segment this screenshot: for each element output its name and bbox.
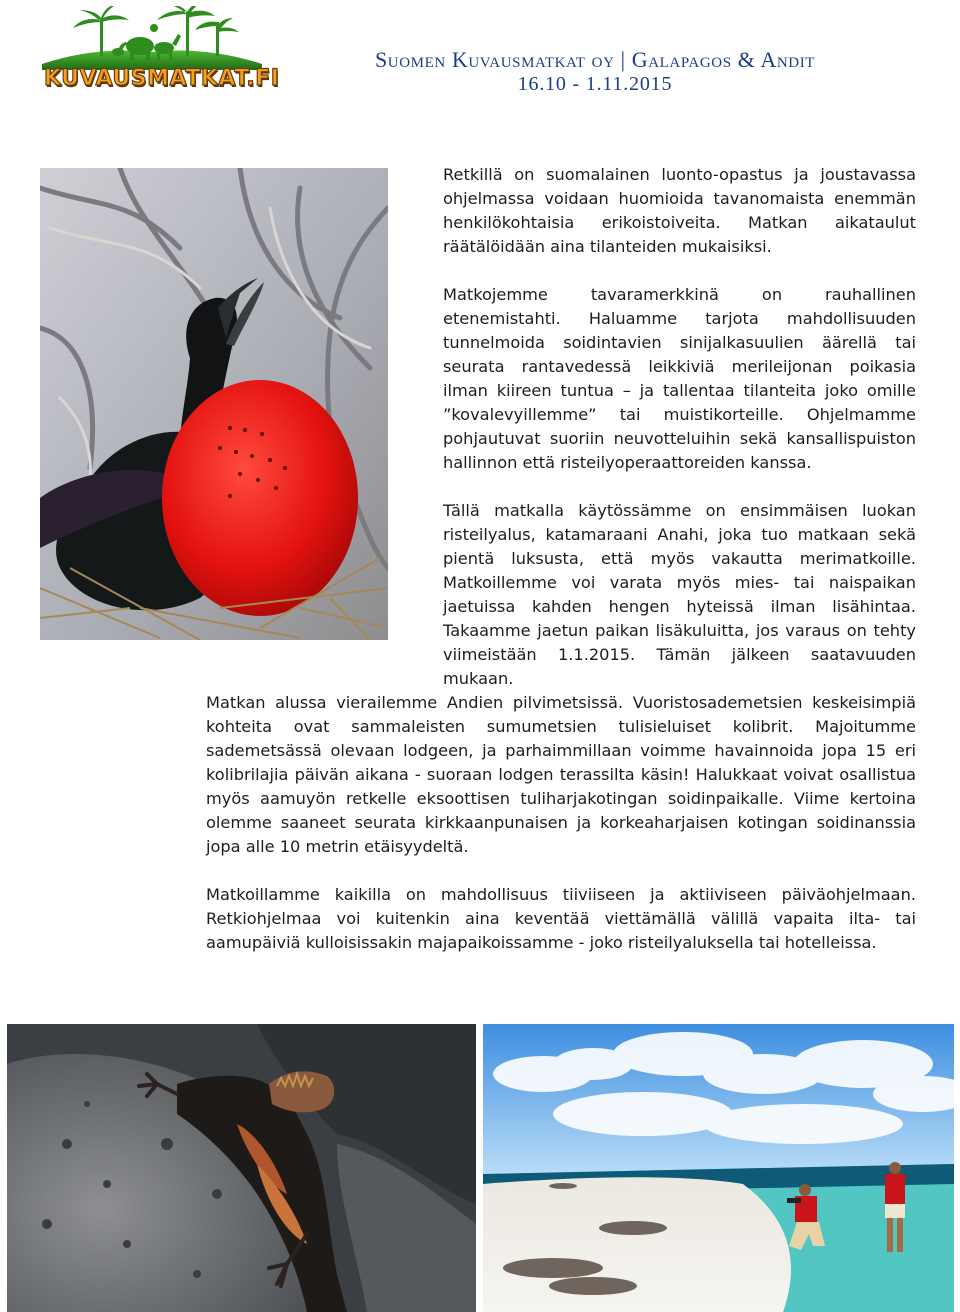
paragraph-cruise-ship: Tällä matkalla käytössämme on ensimmäisen luokan risteilyalus, katamaraani Anahi, joka tuo matkaan sekä pientä luksusta, että myös vakautta merimatkoille. Matkoillemme voi varata myös mies- tai naispaikan jaetuissa kahden hengen hyteissä ilman lisähintaa. Takaamme jaetun paikan lisäkuluitta, jos varaus on tehty viimeistään 1.1.2015. Tämän jälkeen saatavuuden mukaan. — [443, 501, 916, 688]
page-header — [300, 48, 890, 96]
paragraph-guidance: Retkillä on suomalainen luonto-opastus ja joustavassa ohjelmassa voidaan huomioida tavanomaista enemmän henkilökohtaisia erikoistoiveita. Matkan aikataulut räätälöidään aina tilanteiden mukaisiksi. — [443, 165, 916, 256]
logo-wordmark: KUVAUSMATKAT.FI — [44, 66, 280, 91]
palm-silhouette-icon — [36, 6, 268, 70]
header-dates: 16.10 - 1.11.2015 — [517, 73, 673, 95]
header-title: Suomen Kuvausmatkat oy | Galapagos & Andit — [374, 47, 816, 72]
marine-iguana-photo — [7, 1024, 476, 1312]
paragraph-andes: Matkan alussa vierailemme Andien pilvimetsissä. Vuoristosademetsien keskeisimpiä kohteita ovat sammaleisten sumumetsien tulisieluiset kolibrit. Majoitumme sademetsässä olevaan lodgeen, ja parhaimmillaan voimme havainnoida jopa 15 eri kolibrilajia päivän aikana - suoraan lodgen terassilta käsin! Halukkaat voivat osallistua myös aamuyön retkelle eksoottisen tuliharjakotingan soidinpaikalle. Viime kertoina olemme saaneet seurata kirkkaanpunaisen ja korkeaharjaisen kotingan soidinanssia jopa alle 10 metrin etäisyydeltä. — [206, 693, 916, 856]
paragraph-pace: Matkojemme tavaramerkkinä on rauhallinen etenemistahti. Haluamme tarjota mahdollisuuden tunnelmoida soidintavien sinijalkasuulien äärellä tai seurata rantavedessä leikkiviä merileijonan poikasia ilman kiireen tuntua – ja tallentaa tilanteita joko omille ”kovalevyillemme” tai muistikorteille. Ohjelmamme pohjautuvat suoriin neuvotteluihin sekä kansallispuiston hallinnon että risteilyoperaattoreiden kanssa. — [443, 285, 916, 472]
beach-sea-lions-photo — [483, 1024, 954, 1312]
company-logo — [36, 6, 280, 98]
paragraph-daily-program: Matkoillamme kaikilla on mahdollisuus tiiviiseen ja aktiiviseen päiväohjelmaan. Retkiohjelmaa voi kuitenkin aina keventää viettämällä välillä vapaita ilta- tai aamupäiviä kulloisissakin majapaikoissamme - joko risteilyaluksella tai hotelleissa. — [206, 885, 916, 952]
frigatebird-photo — [40, 168, 388, 640]
